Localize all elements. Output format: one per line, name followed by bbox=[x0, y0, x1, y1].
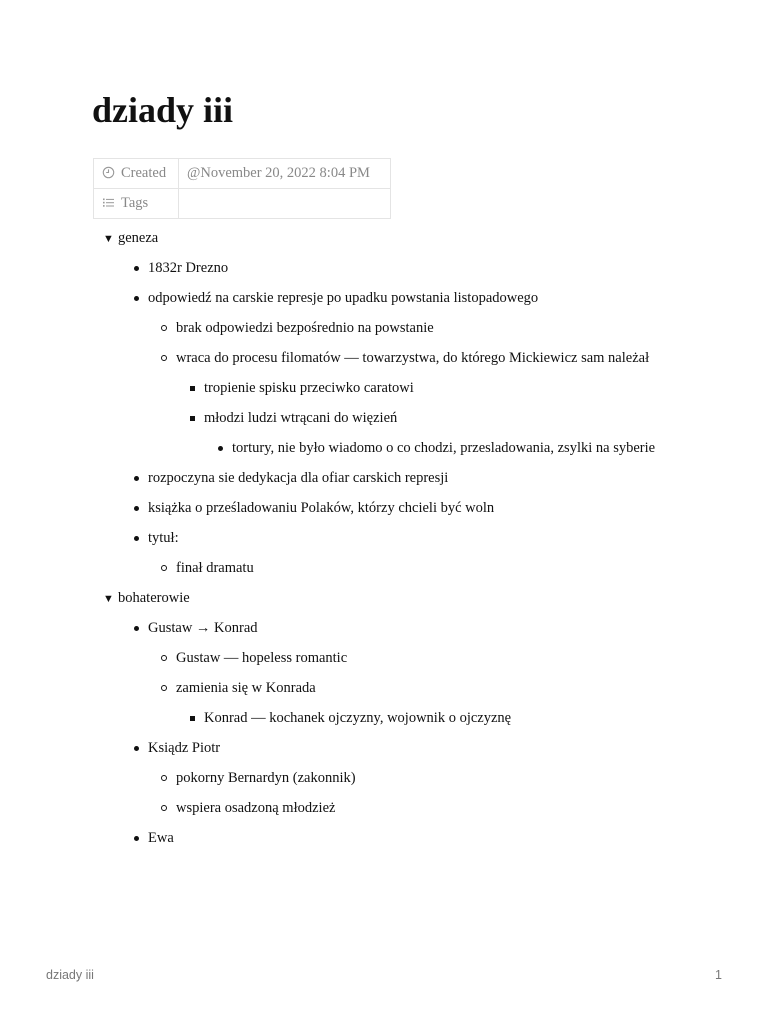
footer-doc-title: dziady iii bbox=[46, 968, 94, 982]
bullet-circle-icon bbox=[160, 648, 170, 669]
list-item-text: 1832r Drezno bbox=[148, 260, 229, 276]
list-item bbox=[204, 378, 663, 399]
list-item-text: rozpoczyna sie dedykacja dla ofiar carskich represji bbox=[148, 470, 449, 486]
list-item bbox=[176, 348, 663, 369]
bullet-disc-icon bbox=[216, 438, 226, 459]
list-item-text: wspiera osadzoną młodzież bbox=[176, 800, 336, 816]
property-label: Tags bbox=[121, 195, 149, 211]
list-item bbox=[176, 648, 663, 669]
list-item bbox=[148, 528, 663, 549]
bullet-disc-icon bbox=[132, 618, 142, 639]
toggle-header[interactable] bbox=[103, 588, 663, 609]
bullet-disc-icon bbox=[132, 468, 142, 489]
bullet-disc-icon bbox=[132, 738, 142, 759]
list-item bbox=[148, 618, 663, 639]
property-row-tags bbox=[94, 189, 391, 219]
list-item bbox=[148, 498, 663, 519]
list-item bbox=[148, 288, 663, 309]
list-item-text: książka o prześladowaniu Polaków, którzy chcieli być woln bbox=[148, 500, 495, 516]
list-item-text: młodzi ludzi wtrącani do więzień bbox=[204, 410, 398, 426]
bullet-circle-icon bbox=[160, 678, 170, 699]
property-row-created bbox=[94, 159, 391, 189]
list-icon bbox=[102, 196, 115, 209]
page-title: dziady iii bbox=[92, 90, 234, 130]
footer-page-number: 1 bbox=[715, 968, 722, 982]
bullet-disc-icon bbox=[132, 528, 142, 549]
property-label: Created bbox=[121, 165, 167, 181]
outline bbox=[103, 228, 663, 858]
triangle-down-icon[interactable]: ▼ bbox=[103, 233, 114, 245]
list-item bbox=[148, 828, 663, 849]
list-item bbox=[176, 678, 663, 699]
list-item-text: Ksiądz Piotr bbox=[148, 740, 221, 756]
list-item-text: Gustaw — hopeless romantic bbox=[176, 650, 348, 666]
list-item bbox=[176, 558, 663, 579]
clock-icon bbox=[102, 166, 115, 179]
list-item-text: zamienia się w Konrada bbox=[176, 680, 316, 696]
bullet-square-icon bbox=[188, 408, 198, 429]
bullet-circle-icon bbox=[160, 348, 170, 369]
list-item bbox=[148, 738, 663, 759]
bullet-disc-icon bbox=[132, 288, 142, 309]
list-item-text: tropienie spisku przeciwko caratowi bbox=[204, 380, 414, 396]
bullet-square-icon bbox=[188, 708, 198, 729]
list-item-text: tortury, nie było wiadomo o co chodzi, przesladowania, zsylki na syberie bbox=[232, 440, 656, 456]
list-item bbox=[176, 318, 663, 339]
toggle-header[interactable] bbox=[103, 228, 663, 249]
list-item-text: pokorny Bernardyn (zakonnik) bbox=[176, 770, 356, 786]
list-item bbox=[148, 258, 663, 279]
list-item-text: Konrad — kochanek ojczyzny, wojownik o ojczyznę bbox=[204, 710, 512, 726]
list-item-text: Ewa bbox=[148, 830, 174, 846]
list-item-text: finał dramatu bbox=[176, 560, 254, 576]
list-item-text: brak odpowiedzi bezpośrednio na powstanie bbox=[176, 320, 434, 336]
toggle-geneza bbox=[103, 228, 663, 579]
property-name-tags bbox=[94, 189, 179, 219]
list-item bbox=[204, 408, 663, 429]
bullet-circle-icon bbox=[160, 318, 170, 339]
bullet-circle-icon bbox=[160, 798, 170, 819]
property-value-created[interactable]: @November 20, 2022 8:04 PM bbox=[179, 159, 391, 189]
bullet-square-icon bbox=[188, 378, 198, 399]
list-item-text: odpowiedź na carskie represje po upadku powstania listopadowego bbox=[148, 290, 539, 306]
list-item-text: tytuł: bbox=[148, 530, 179, 546]
bullet-disc-icon bbox=[132, 258, 142, 279]
property-value-tags[interactable] bbox=[179, 189, 391, 219]
bullet-disc-icon bbox=[132, 498, 142, 519]
properties-table bbox=[93, 158, 391, 219]
list-item bbox=[148, 468, 663, 489]
triangle-down-icon[interactable]: ▼ bbox=[103, 593, 114, 605]
list-item bbox=[204, 708, 663, 729]
list-item bbox=[176, 768, 663, 789]
bullet-circle-icon bbox=[160, 768, 170, 789]
list-item-text: wraca do procesu filomatów — towarzystwa, do którego Mickiewicz sam należał bbox=[176, 350, 650, 366]
toggle-bohaterowie bbox=[103, 588, 663, 849]
list-item bbox=[176, 798, 663, 819]
property-name-created bbox=[94, 159, 179, 189]
toggle-heading: geneza bbox=[118, 230, 159, 246]
bullet-disc-icon bbox=[132, 828, 142, 849]
list-item-text: Gustaw → Konrad bbox=[148, 620, 258, 636]
list-item bbox=[232, 438, 663, 459]
bullet-circle-icon bbox=[160, 558, 170, 579]
toggle-heading: bohaterowie bbox=[118, 590, 190, 606]
